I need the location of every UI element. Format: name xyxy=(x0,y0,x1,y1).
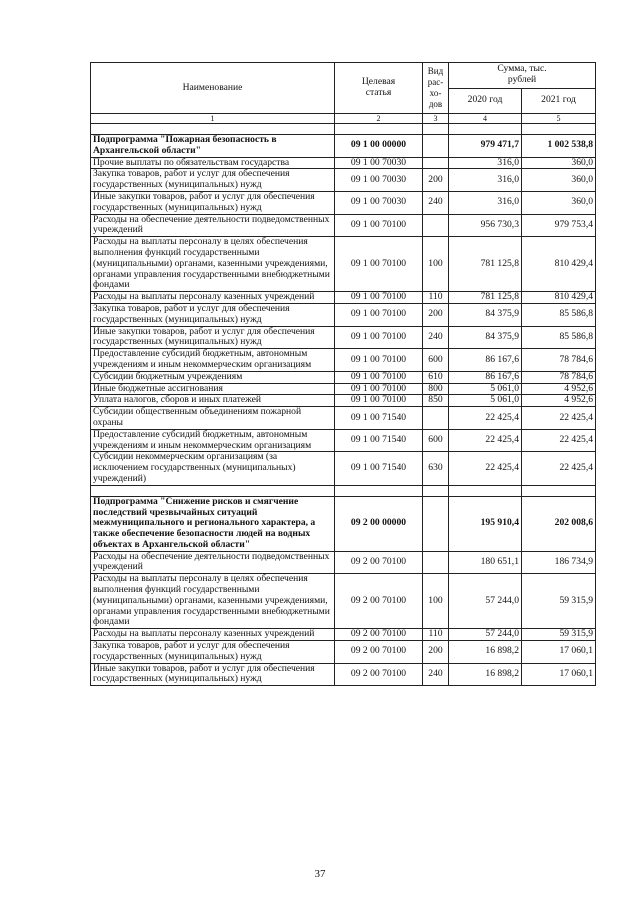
row-name: Субсидии бюджетным учреждениям xyxy=(91,371,335,383)
row-name: Расходы на выплаты персоналу в целях обеспечения выполнения функций государственными (муниципальными) органами, казенными учреждениями, органами управления государственными внебюджетными фондами xyxy=(91,574,335,629)
row-expense-type: 600 xyxy=(423,429,449,452)
table-row xyxy=(91,452,596,485)
row-name: Подпрограмма "Пожарная безопасность в Архангельской области" xyxy=(91,135,335,158)
row-value-2021: 360,0 xyxy=(522,169,596,192)
row-value-2020: 86 167,6 xyxy=(449,371,522,383)
row-name: Расходы на обеспечение деятельности подведомственных учреждений xyxy=(91,551,335,574)
row-target-code: 09 1 00 70100 xyxy=(335,383,423,395)
row-name: Иные закупки товаров, работ и услуг для обеспечения государственных (муниципальных) нужд xyxy=(91,663,335,686)
row-target-code: 09 1 00 71540 xyxy=(335,452,423,485)
row-name: Иные бюджетные ассигнования xyxy=(91,383,335,395)
empty-cell xyxy=(91,485,335,496)
row-value-2020: 22 425,4 xyxy=(449,429,522,452)
row-name: Закупка товаров, работ и услуг для обеспечения государственных (муниципальных) нужд xyxy=(91,641,335,664)
row-name: Закупка товаров, работ и услуг для обеспечения государственных (муниципальных) нужд xyxy=(91,169,335,192)
row-value-2021: 186 734,9 xyxy=(522,551,596,574)
row-name: Предоставление субсидий бюджетным, автономным учреждениям и иным некоммерческим организациям xyxy=(91,349,335,372)
header-row xyxy=(91,63,596,89)
row-value-2020: 195 910,4 xyxy=(449,496,522,551)
row-value-2021: 85 586,8 xyxy=(522,326,596,349)
row-expense-type: 100 xyxy=(423,237,449,292)
row-expense-type: 200 xyxy=(423,169,449,192)
row-target-code: 09 2 00 70100 xyxy=(335,629,423,641)
row-value-2020: 5 061,0 xyxy=(449,383,522,395)
row-name: Прочие выплаты по обязательствам государства xyxy=(91,157,335,169)
row-expense-type xyxy=(423,496,449,551)
table-row xyxy=(91,169,596,192)
subprogram-row xyxy=(91,135,596,158)
row-value-2020: 316,0 xyxy=(449,169,522,192)
table-row xyxy=(91,383,596,395)
budget-table xyxy=(90,62,596,686)
row-value-2021: 17 060,1 xyxy=(522,663,596,686)
row-value-2021: 4 952,6 xyxy=(522,395,596,407)
row-expense-type: 200 xyxy=(423,303,449,326)
spacer-row xyxy=(91,485,596,496)
subprogram-row xyxy=(91,496,596,551)
row-name: Закупка товаров, работ и услуг для обеспечения государственных (муниципальных) нужд xyxy=(91,303,335,326)
row-target-code: 09 1 00 70100 xyxy=(335,371,423,383)
row-value-2021: 85 586,8 xyxy=(522,303,596,326)
row-expense-type: 240 xyxy=(423,663,449,686)
row-target-code: 09 2 00 00000 xyxy=(335,496,423,551)
row-name: Уплата налогов, сборов и иных платежей xyxy=(91,395,335,407)
row-target-code: 09 1 00 70100 xyxy=(335,292,423,304)
row-value-2021: 979 753,4 xyxy=(522,214,596,237)
table-row xyxy=(91,629,596,641)
empty-cell xyxy=(449,485,522,496)
empty-cell xyxy=(449,124,522,135)
row-expense-type xyxy=(423,407,449,430)
row-target-code: 09 1 00 71540 xyxy=(335,407,423,430)
table-row xyxy=(91,371,596,383)
row-value-2020: 22 425,4 xyxy=(449,407,522,430)
row-value-2020: 22 425,4 xyxy=(449,452,522,485)
header-name: Наименование xyxy=(91,63,335,114)
table-row xyxy=(91,551,596,574)
row-expense-type xyxy=(423,157,449,169)
row-value-2021: 17 060,1 xyxy=(522,641,596,664)
row-value-2021: 1 002 538,8 xyxy=(522,135,596,158)
row-value-2020: 979 471,7 xyxy=(449,135,522,158)
header-vid: Вид рас-хо-дов xyxy=(423,63,449,114)
row-expense-type: 110 xyxy=(423,629,449,641)
row-name: Подпрограмма "Снижение рисков и смягчение последствий чрезвычайных ситуаций межмуниципального и регионального характера, а также обеспечение безопасности людей на водных объектах в Архангельской области" xyxy=(91,496,335,551)
header-2021: 2021 год xyxy=(522,88,596,114)
row-expense-type: 610 xyxy=(423,371,449,383)
row-name: Расходы на выплаты персоналу казенных учреждений xyxy=(91,292,335,304)
row-target-code: 09 1 00 70030 xyxy=(335,191,423,214)
row-name: Иные закупки товаров, работ и услуг для обеспечения государственных (муниципальных) нужд xyxy=(91,191,335,214)
row-value-2020: 57 244,0 xyxy=(449,574,522,629)
row-expense-type: 240 xyxy=(423,191,449,214)
row-value-2020: 316,0 xyxy=(449,157,522,169)
row-name: Предоставление субсидий бюджетным, автономным учреждениям и иным некоммерческим организациям xyxy=(91,429,335,452)
table-row xyxy=(91,157,596,169)
table-row xyxy=(91,574,596,629)
row-name: Субсидии общественным объединениям пожарной охраны xyxy=(91,407,335,430)
row-target-code: 09 1 00 71540 xyxy=(335,429,423,452)
column-number: 3 xyxy=(423,114,449,124)
header-2020: 2020 год xyxy=(449,88,522,114)
table-row xyxy=(91,395,596,407)
row-value-2020: 180 651,1 xyxy=(449,551,522,574)
table-row xyxy=(91,663,596,686)
row-target-code: 09 2 00 70100 xyxy=(335,663,423,686)
table-row xyxy=(91,429,596,452)
column-number: 5 xyxy=(522,114,596,124)
empty-cell xyxy=(522,124,596,135)
row-value-2020: 16 898,2 xyxy=(449,641,522,664)
row-value-2020: 956 730,3 xyxy=(449,214,522,237)
row-value-2021: 78 784,6 xyxy=(522,349,596,372)
row-expense-type xyxy=(423,551,449,574)
row-value-2021: 59 315,9 xyxy=(522,629,596,641)
empty-cell xyxy=(91,124,335,135)
row-target-code: 09 1 00 70100 xyxy=(335,326,423,349)
row-value-2020: 84 375,9 xyxy=(449,326,522,349)
row-name: Расходы на выплаты персоналу в целях обеспечения выполнения функций государственными (муниципальными) органами, казенными учреждениями, органами управления государственными внебюджетными фондами xyxy=(91,237,335,292)
row-value-2020: 5 061,0 xyxy=(449,395,522,407)
row-name: Расходы на обеспечение деятельности подведомственных учреждений xyxy=(91,214,335,237)
row-expense-type xyxy=(423,214,449,237)
header-sum: Сумма, тыс. рублей xyxy=(449,63,596,89)
empty-cell xyxy=(423,485,449,496)
row-value-2020: 781 125,8 xyxy=(449,237,522,292)
row-target-code: 09 2 00 70100 xyxy=(335,641,423,664)
row-target-code: 09 1 00 70100 xyxy=(335,237,423,292)
row-expense-type: 800 xyxy=(423,383,449,395)
row-value-2020: 16 898,2 xyxy=(449,663,522,686)
column-number: 2 xyxy=(335,114,423,124)
empty-cell xyxy=(423,124,449,135)
row-target-code: 09 1 00 70030 xyxy=(335,157,423,169)
row-expense-type: 100 xyxy=(423,574,449,629)
page-number: 37 xyxy=(314,868,326,880)
row-name: Субсидии некоммерческим организациям (за исключением государственных (муниципальных) учреждений) xyxy=(91,452,335,485)
column-number: 4 xyxy=(449,114,522,124)
row-target-code: 09 1 00 70030 xyxy=(335,169,423,192)
header-target: Целевая статья xyxy=(335,63,423,114)
table-row xyxy=(91,237,596,292)
table-row xyxy=(91,214,596,237)
row-value-2021: 360,0 xyxy=(522,157,596,169)
row-name: Расходы на выплаты персоналу казенных учреждений xyxy=(91,629,335,641)
row-target-code: 09 1 00 70100 xyxy=(335,214,423,237)
table-row xyxy=(91,641,596,664)
row-target-code: 09 1 00 70100 xyxy=(335,303,423,326)
row-target-code: 09 1 00 70100 xyxy=(335,395,423,407)
row-value-2021: 810 429,4 xyxy=(522,292,596,304)
table-row xyxy=(91,292,596,304)
table-row xyxy=(91,349,596,372)
empty-cell xyxy=(335,485,423,496)
row-value-2020: 316,0 xyxy=(449,191,522,214)
row-expense-type: 850 xyxy=(423,395,449,407)
column-number: 1 xyxy=(91,114,335,124)
row-value-2021: 22 425,4 xyxy=(522,407,596,430)
spacer-row xyxy=(91,124,596,135)
budget-table-sheet xyxy=(90,62,595,686)
budget-table-body xyxy=(91,63,596,686)
column-numbers-row xyxy=(91,114,596,124)
row-name: Иные закупки товаров, работ и услуг для обеспечения государственных (муниципальных) нужд xyxy=(91,326,335,349)
table-row xyxy=(91,407,596,430)
row-value-2021: 360,0 xyxy=(522,191,596,214)
row-value-2021: 22 425,4 xyxy=(522,452,596,485)
row-value-2020: 84 375,9 xyxy=(449,303,522,326)
empty-cell xyxy=(522,485,596,496)
row-value-2021: 202 008,6 xyxy=(522,496,596,551)
row-expense-type: 200 xyxy=(423,641,449,664)
row-target-code: 09 1 00 70100 xyxy=(335,349,423,372)
row-value-2021: 78 784,6 xyxy=(522,371,596,383)
row-target-code: 09 1 00 00000 xyxy=(335,135,423,158)
row-expense-type: 240 xyxy=(423,326,449,349)
row-value-2020: 781 125,8 xyxy=(449,292,522,304)
row-target-code: 09 2 00 70100 xyxy=(335,574,423,629)
row-expense-type: 600 xyxy=(423,349,449,372)
row-expense-type: 630 xyxy=(423,452,449,485)
table-row xyxy=(91,326,596,349)
row-value-2021: 4 952,6 xyxy=(522,383,596,395)
row-value-2021: 810 429,4 xyxy=(522,237,596,292)
row-value-2020: 86 167,6 xyxy=(449,349,522,372)
table-row xyxy=(91,191,596,214)
row-value-2020: 57 244,0 xyxy=(449,629,522,641)
row-expense-type xyxy=(423,135,449,158)
table-row xyxy=(91,303,596,326)
row-value-2021: 22 425,4 xyxy=(522,429,596,452)
row-value-2021: 59 315,9 xyxy=(522,574,596,629)
row-expense-type: 110 xyxy=(423,292,449,304)
empty-cell xyxy=(335,124,423,135)
row-target-code: 09 2 00 70100 xyxy=(335,551,423,574)
